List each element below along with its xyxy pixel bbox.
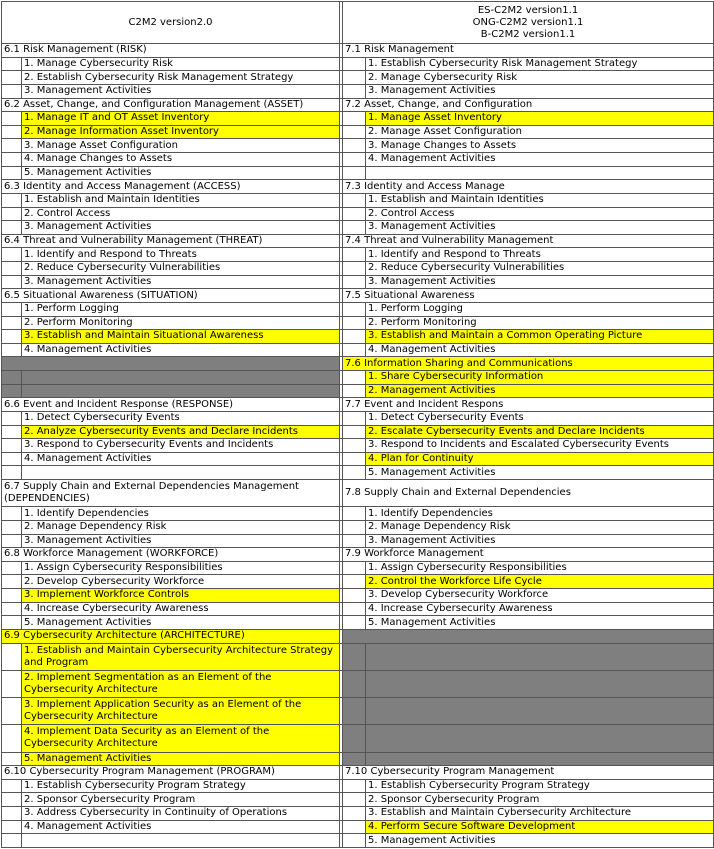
es-c2m2-v1-1-practice-cell: 2. Escalate Cybersecurity Events and Declare Incidents bbox=[366, 425, 714, 439]
es-c2m2-v1-1-domain-cell bbox=[343, 629, 714, 643]
c2m2-v2-indent-cell bbox=[2, 193, 22, 207]
c2m2-v2-domain-cell: 6.10 Cybersecurity Program Management (PROGRAM) bbox=[2, 766, 340, 780]
es-c2m2-v1-1-practice-cell: 4. Plan for Continuity bbox=[366, 452, 714, 466]
es-c2m2-v1-1-indent-cell bbox=[343, 248, 366, 262]
es-c2m2-v1-1-practice-cell: 2. Manage Dependency Risk bbox=[366, 520, 714, 534]
c2m2-v2-practice-cell: 1. Establish Cybersecurity Program Strategy bbox=[22, 779, 340, 793]
header-left-text: C2M2 version2.0 bbox=[128, 16, 213, 28]
table-row bbox=[2, 507, 714, 521]
es-c2m2-v1-1-practice-cell: 1. Perform Logging bbox=[366, 302, 714, 316]
c2m2-v2-practice-cell: 2. Perform Monitoring bbox=[22, 316, 340, 330]
table-row bbox=[2, 384, 714, 398]
header-right-line-1: ES-C2M2 version1.1 bbox=[477, 4, 579, 16]
c2m2-v2-indent-cell bbox=[2, 561, 22, 575]
es-c2m2-v1-1-indent-cell bbox=[343, 153, 366, 167]
c2m2-v2-indent-cell bbox=[2, 57, 22, 71]
es-c2m2-v1-1-indent-cell bbox=[343, 84, 366, 98]
c2m2-v2-practice-cell: 5. Management Activities bbox=[22, 752, 340, 766]
c2m2-v2-practice-cell: 5. Management Activities bbox=[22, 166, 340, 180]
es-c2m2-v1-1-indent-cell bbox=[343, 302, 366, 316]
c2m2-v2-practice-cell: 1. Establish and Maintain Identities bbox=[22, 193, 340, 207]
es-c2m2-v1-1-practice-cell bbox=[366, 166, 714, 180]
es-c2m2-v1-1-indent-cell bbox=[343, 330, 366, 344]
c2m2-v2-indent-cell bbox=[2, 520, 22, 534]
c2m2-v2-indent-cell bbox=[2, 616, 22, 630]
table-row bbox=[2, 84, 714, 98]
table-row bbox=[2, 452, 714, 466]
es-c2m2-v1-1-indent-cell bbox=[343, 725, 366, 752]
es-c2m2-v1-1-indent-cell bbox=[343, 57, 366, 71]
es-c2m2-v1-1-indent-cell bbox=[343, 575, 366, 589]
c2m2-v2-practice-cell: 3. Manage Asset Configuration bbox=[22, 139, 340, 153]
c2m2-v2-practice-cell: 1. Detect Cybersecurity Events bbox=[22, 411, 340, 425]
c2m2-v2-indent-cell bbox=[2, 166, 22, 180]
es-c2m2-v1-1-indent-cell bbox=[343, 452, 366, 466]
table-row bbox=[2, 302, 714, 316]
table-row bbox=[2, 629, 714, 643]
es-c2m2-v1-1-indent-cell bbox=[343, 643, 366, 670]
es-c2m2-v1-1-indent-cell bbox=[343, 207, 366, 221]
es-c2m2-v1-1-domain-cell: 7.2 Asset, Change, and Configuration bbox=[343, 98, 714, 112]
es-c2m2-v1-1-practice-cell: 1. Share Cybersecurity Information bbox=[366, 371, 714, 385]
c2m2-v2-practice-cell: 1. Identify Dependencies bbox=[22, 507, 340, 521]
c2m2-v2-indent-cell bbox=[2, 139, 22, 153]
es-c2m2-v1-1-indent-cell bbox=[343, 834, 366, 848]
es-c2m2-v1-1-practice-cell: 4. Management Activities bbox=[366, 153, 714, 167]
c2m2-v2-practice-cell bbox=[22, 384, 340, 398]
table-row bbox=[2, 480, 714, 507]
c2m2-v2-indent-cell bbox=[2, 384, 22, 398]
es-c2m2-v1-1-domain-cell: 7.1 Risk Management bbox=[343, 44, 714, 58]
c2m2-v2-indent-cell bbox=[2, 153, 22, 167]
c2m2-v2-indent-cell bbox=[2, 793, 22, 807]
es-c2m2-v1-1-practice-cell: 3. Management Activities bbox=[366, 275, 714, 289]
table-row bbox=[2, 834, 714, 848]
table-row bbox=[2, 125, 714, 139]
table-row bbox=[2, 248, 714, 262]
es-c2m2-v1-1-practice-cell bbox=[366, 670, 714, 697]
c2m2-v2-practice-cell: 3. Implement Workforce Controls bbox=[22, 589, 340, 603]
c2m2-v2-indent-cell bbox=[2, 698, 22, 725]
c2m2-v2-practice-cell: 4. Implement Data Security as an Element of the Cybersecurity Architecture bbox=[22, 725, 340, 752]
es-c2m2-v1-1-indent-cell bbox=[343, 112, 366, 126]
es-c2m2-v1-1-practice-cell: 4. Increase Cybersecurity Awareness bbox=[366, 602, 714, 616]
es-c2m2-v1-1-practice-cell: 2. Reduce Cybersecurity Vulnerabilities bbox=[366, 262, 714, 276]
table-row bbox=[2, 589, 714, 603]
es-c2m2-v1-1-indent-cell bbox=[343, 807, 366, 821]
es-c2m2-v1-1-practice-cell: 5. Management Activities bbox=[366, 616, 714, 630]
c2m2-v2-indent-cell bbox=[2, 643, 22, 670]
c2m2-v2-indent-cell bbox=[2, 84, 22, 98]
table-row bbox=[2, 44, 714, 58]
header-right-line-2: ONG-C2M2 version1.1 bbox=[472, 16, 584, 28]
table-row bbox=[2, 207, 714, 221]
c2m2-v2-indent-cell bbox=[2, 248, 22, 262]
es-c2m2-v1-1-indent-cell bbox=[343, 139, 366, 153]
c2m2-v2-practice-cell: 2. Control Access bbox=[22, 207, 340, 221]
c2m2-v2-practice-cell: 2. Develop Cybersecurity Workforce bbox=[22, 575, 340, 589]
c2m2-v2-practice-cell: 3. Respond to Cybersecurity Events and Incidents bbox=[22, 439, 340, 453]
c2m2-v2-practice-cell: 1. Perform Logging bbox=[22, 302, 340, 316]
c2m2-v2-practice-cell: 4. Manage Changes to Assets bbox=[22, 153, 340, 167]
es-c2m2-v1-1-practice-cell: 2. Manage Cybersecurity Risk bbox=[366, 71, 714, 85]
c2m2-v2-indent-cell bbox=[2, 534, 22, 548]
c2m2-v2-practice-cell bbox=[22, 834, 340, 848]
table-row bbox=[2, 779, 714, 793]
c2m2-v2-indent-cell bbox=[2, 262, 22, 276]
table-row bbox=[2, 534, 714, 548]
es-c2m2-v1-1-indent-cell bbox=[343, 384, 366, 398]
table-row bbox=[2, 670, 714, 697]
es-c2m2-v1-1-practice-cell: 1. Manage Asset Inventory bbox=[366, 112, 714, 126]
es-c2m2-v1-1-indent-cell bbox=[343, 439, 366, 453]
c2m2-v2-practice-cell: 4. Increase Cybersecurity Awareness bbox=[22, 602, 340, 616]
c2m2-v2-indent-cell bbox=[2, 207, 22, 221]
es-c2m2-v1-1-practice-cell: 2. Control the Workforce Life Cycle bbox=[366, 575, 714, 589]
es-c2m2-v1-1-indent-cell bbox=[343, 193, 366, 207]
table-row bbox=[2, 520, 714, 534]
c2m2-v2-practice-cell: 4. Management Activities bbox=[22, 452, 340, 466]
table-row bbox=[2, 616, 714, 630]
table-row bbox=[2, 725, 714, 752]
c2m2-v2-indent-cell bbox=[2, 670, 22, 697]
es-c2m2-v1-1-indent-cell bbox=[343, 275, 366, 289]
es-c2m2-v1-1-practice-cell: 3. Establish and Maintain Cybersecurity Architecture bbox=[366, 807, 714, 821]
table-row bbox=[2, 262, 714, 276]
es-c2m2-v1-1-indent-cell bbox=[343, 316, 366, 330]
table-row bbox=[2, 807, 714, 821]
table-row bbox=[2, 793, 714, 807]
c2m2-v2-practice-cell: 3. Address Cybersecurity in Continuity of Operations bbox=[22, 807, 340, 821]
es-c2m2-v1-1-indent-cell bbox=[343, 371, 366, 385]
header-es-ong-b-c2m2 bbox=[343, 2, 714, 44]
es-c2m2-v1-1-practice-cell: 1. Detect Cybersecurity Events bbox=[366, 411, 714, 425]
es-c2m2-v1-1-practice-cell bbox=[366, 698, 714, 725]
c2m2-v2-practice-cell: 5. Management Activities bbox=[22, 616, 340, 630]
c2m2-v2-domain-cell: 6.5 Situational Awareness (SITUATION) bbox=[2, 289, 340, 303]
c2m2-v2-practice-cell: 3. Management Activities bbox=[22, 221, 340, 235]
es-c2m2-v1-1-indent-cell bbox=[343, 507, 366, 521]
es-c2m2-v1-1-indent-cell bbox=[343, 71, 366, 85]
c2m2-v2-practice-cell: 3. Implement Application Security as an Element of the Cybersecurity Architecture bbox=[22, 698, 340, 725]
comparison-table bbox=[1, 1, 714, 848]
c2m2-v2-practice-cell: 4. Management Activities bbox=[22, 820, 340, 834]
es-c2m2-v1-1-indent-cell bbox=[343, 602, 366, 616]
header-right-line-3: B-C2M2 version1.1 bbox=[480, 28, 576, 40]
c2m2-v2-indent-cell bbox=[2, 752, 22, 766]
es-c2m2-v1-1-practice-cell bbox=[366, 643, 714, 670]
table-row bbox=[2, 289, 714, 303]
table-row bbox=[2, 71, 714, 85]
es-c2m2-v1-1-practice-cell: 2. Control Access bbox=[366, 207, 714, 221]
table-row bbox=[2, 766, 714, 780]
c2m2-v2-practice-cell: 1. Manage Cybersecurity Risk bbox=[22, 57, 340, 71]
es-c2m2-v1-1-practice-cell: 5. Management Activities bbox=[366, 466, 714, 480]
es-c2m2-v1-1-indent-cell bbox=[343, 616, 366, 630]
c2m2-v2-domain-cell: 6.9 Cybersecurity Architecture (ARCHITECTURE) bbox=[2, 629, 340, 643]
es-c2m2-v1-1-indent-cell bbox=[343, 698, 366, 725]
es-c2m2-v1-1-domain-cell: 7.7 Event and Incident Respons bbox=[343, 398, 714, 412]
c2m2-v2-practice-cell: 1. Manage IT and OT Asset Inventory bbox=[22, 112, 340, 126]
c2m2-v2-indent-cell bbox=[2, 343, 22, 357]
es-c2m2-v1-1-indent-cell bbox=[343, 589, 366, 603]
es-c2m2-v1-1-domain-cell: 7.5 Situational Awareness bbox=[343, 289, 714, 303]
c2m2-v2-practice-cell: 2. Sponsor Cybersecurity Program bbox=[22, 793, 340, 807]
c2m2-v2-indent-cell bbox=[2, 71, 22, 85]
es-c2m2-v1-1-practice-cell: 2. Sponsor Cybersecurity Program bbox=[366, 793, 714, 807]
table-row bbox=[2, 180, 714, 194]
c2m2-v2-domain-cell: 6.6 Event and Incident Response (RESPONSE) bbox=[2, 398, 340, 412]
es-c2m2-v1-1-domain-cell: 7.4 Threat and Vulnerability Management bbox=[343, 234, 714, 248]
table-row bbox=[2, 98, 714, 112]
table-row bbox=[2, 193, 714, 207]
table-row bbox=[2, 411, 714, 425]
es-c2m2-v1-1-indent-cell bbox=[343, 125, 366, 139]
es-c2m2-v1-1-practice-cell: 3. Respond to Incidents and Escalated Cybersecurity Events bbox=[366, 439, 714, 453]
table-row bbox=[2, 234, 714, 248]
c2m2-v2-indent-cell bbox=[2, 316, 22, 330]
c2m2-v2-practice-cell: 2. Implement Segmentation as an Element of the Cybersecurity Architecture bbox=[22, 670, 340, 697]
table-row bbox=[2, 221, 714, 235]
header-row bbox=[2, 2, 714, 44]
es-c2m2-v1-1-practice-cell: 1. Identify and Respond to Threats bbox=[366, 248, 714, 262]
table-row bbox=[2, 643, 714, 670]
c2m2-v2-indent-cell bbox=[2, 575, 22, 589]
table-row bbox=[2, 343, 714, 357]
table-row bbox=[2, 316, 714, 330]
c2m2-v2-indent-cell bbox=[2, 330, 22, 344]
c2m2-v2-indent-cell bbox=[2, 834, 22, 848]
c2m2-v2-practice-cell: 3. Management Activities bbox=[22, 534, 340, 548]
c2m2-v2-domain-cell: 6.8 Workforce Management (WORKFORCE) bbox=[2, 548, 340, 562]
comparison-table-body bbox=[2, 2, 714, 848]
es-c2m2-v1-1-practice-cell bbox=[366, 725, 714, 752]
es-c2m2-v1-1-indent-cell bbox=[343, 411, 366, 425]
c2m2-v2-practice-cell: 2. Reduce Cybersecurity Vulnerabilities bbox=[22, 262, 340, 276]
table-row bbox=[2, 371, 714, 385]
c2m2-v2-indent-cell bbox=[2, 725, 22, 752]
es-c2m2-v1-1-domain-cell: 7.10 Cybersecurity Program Management bbox=[343, 766, 714, 780]
c2m2-v2-indent-cell bbox=[2, 452, 22, 466]
table-row bbox=[2, 698, 714, 725]
es-c2m2-v1-1-indent-cell bbox=[343, 262, 366, 276]
table-row bbox=[2, 57, 714, 71]
c2m2-v2-indent-cell bbox=[2, 466, 22, 480]
table-row bbox=[2, 398, 714, 412]
c2m2-v2-practice-cell: 2. Analyze Cybersecurity Events and Declare Incidents bbox=[22, 425, 340, 439]
c2m2-v2-domain-cell bbox=[2, 357, 340, 371]
es-c2m2-v1-1-practice-cell: 3. Management Activities bbox=[366, 534, 714, 548]
c2m2-v2-practice-cell: 2. Manage Dependency Risk bbox=[22, 520, 340, 534]
c2m2-v2-practice-cell: 2. Establish Cybersecurity Risk Management Strategy bbox=[22, 71, 340, 85]
c2m2-v2-practice-cell: 3. Establish and Maintain Situational Awareness bbox=[22, 330, 340, 344]
c2m2-v2-practice-cell: 4. Management Activities bbox=[22, 343, 340, 357]
c2m2-v2-practice-cell: 2. Manage Information Asset Inventory bbox=[22, 125, 340, 139]
c2m2-v2-practice-cell: 3. Management Activities bbox=[22, 275, 340, 289]
c2m2-v2-indent-cell bbox=[2, 112, 22, 126]
es-c2m2-v1-1-indent-cell bbox=[343, 343, 366, 357]
c2m2-v2-indent-cell bbox=[2, 589, 22, 603]
es-c2m2-v1-1-indent-cell bbox=[343, 670, 366, 697]
c2m2-v2-indent-cell bbox=[2, 779, 22, 793]
es-c2m2-v1-1-practice-cell: 3. Management Activities bbox=[366, 221, 714, 235]
table-row bbox=[2, 166, 714, 180]
es-c2m2-v1-1-practice-cell: 1. Identify Dependencies bbox=[366, 507, 714, 521]
es-c2m2-v1-1-practice-cell: 3. Management Activities bbox=[366, 84, 714, 98]
c2m2-v2-domain-cell: 6.2 Asset, Change, and Configuration Management (ASSET) bbox=[2, 98, 340, 112]
es-c2m2-v1-1-indent-cell bbox=[343, 752, 366, 766]
es-c2m2-v1-1-practice-cell: 2. Perform Monitoring bbox=[366, 316, 714, 330]
es-c2m2-v1-1-indent-cell bbox=[343, 166, 366, 180]
c2m2-v2-indent-cell bbox=[2, 302, 22, 316]
table-row bbox=[2, 820, 714, 834]
c2m2-v2-indent-cell bbox=[2, 439, 22, 453]
es-c2m2-v1-1-practice-cell: 2. Manage Asset Configuration bbox=[366, 125, 714, 139]
c2m2-v2-indent-cell bbox=[2, 425, 22, 439]
c2m2-v2-indent-cell bbox=[2, 820, 22, 834]
es-c2m2-v1-1-practice-cell: 3. Manage Changes to Assets bbox=[366, 139, 714, 153]
es-c2m2-v1-1-indent-cell bbox=[343, 820, 366, 834]
c2m2-v2-practice-cell: 1. Assign Cybersecurity Responsibilities bbox=[22, 561, 340, 575]
c2m2-v2-practice-cell: 1. Establish and Maintain Cybersecurity Architecture Strategy and Program bbox=[22, 643, 340, 670]
c2m2-v2-practice-cell bbox=[22, 466, 340, 480]
table-row bbox=[2, 561, 714, 575]
header-c2m2-v2 bbox=[2, 2, 340, 44]
es-c2m2-v1-1-indent-cell bbox=[343, 534, 366, 548]
table-row bbox=[2, 139, 714, 153]
c2m2-v2-indent-cell bbox=[2, 275, 22, 289]
es-c2m2-v1-1-indent-cell bbox=[343, 425, 366, 439]
c2m2-v2-indent-cell bbox=[2, 507, 22, 521]
table-row bbox=[2, 330, 714, 344]
c2m2-v2-indent-cell bbox=[2, 125, 22, 139]
es-c2m2-v1-1-practice-cell: 1. Establish Cybersecurity Program Strategy bbox=[366, 779, 714, 793]
c2m2-v2-domain-cell: 6.1 Risk Management (RISK) bbox=[2, 44, 340, 58]
es-c2m2-v1-1-domain-cell: 7.3 Identity and Access Manage bbox=[343, 180, 714, 194]
table-row bbox=[2, 752, 714, 766]
c2m2-v2-indent-cell bbox=[2, 807, 22, 821]
c2m2-v2-practice-cell: 1. Identify and Respond to Threats bbox=[22, 248, 340, 262]
es-c2m2-v1-1-practice-cell: 3. Develop Cybersecurity Workforce bbox=[366, 589, 714, 603]
table-row bbox=[2, 275, 714, 289]
es-c2m2-v1-1-domain-cell: 7.8 Supply Chain and External Dependencies bbox=[343, 480, 714, 507]
table-row bbox=[2, 357, 714, 371]
es-c2m2-v1-1-indent-cell bbox=[343, 466, 366, 480]
table-row bbox=[2, 425, 714, 439]
table-row bbox=[2, 153, 714, 167]
c2m2-v2-practice-cell bbox=[22, 371, 340, 385]
c2m2-v2-indent-cell bbox=[2, 221, 22, 235]
es-c2m2-v1-1-practice-cell: 4. Management Activities bbox=[366, 343, 714, 357]
es-c2m2-v1-1-practice-cell: 1. Assign Cybersecurity Responsibilities bbox=[366, 561, 714, 575]
table-row bbox=[2, 439, 714, 453]
es-c2m2-v1-1-indent-cell bbox=[343, 561, 366, 575]
table-row bbox=[2, 575, 714, 589]
es-c2m2-v1-1-practice-cell: 3. Establish and Maintain a Common Operating Picture bbox=[366, 330, 714, 344]
es-c2m2-v1-1-indent-cell bbox=[343, 520, 366, 534]
es-c2m2-v1-1-practice-cell: 4. Perform Secure Software Development bbox=[366, 820, 714, 834]
table-row bbox=[2, 112, 714, 126]
es-c2m2-v1-1-practice-cell bbox=[366, 752, 714, 766]
es-c2m2-v1-1-practice-cell: 5. Management Activities bbox=[366, 834, 714, 848]
c2m2-v2-indent-cell bbox=[2, 411, 22, 425]
es-c2m2-v1-1-practice-cell: 1. Establish and Maintain Identities bbox=[366, 193, 714, 207]
c2m2-v2-indent-cell bbox=[2, 371, 22, 385]
table-row bbox=[2, 548, 714, 562]
c2m2-v2-domain-cell: 6.7 Supply Chain and External Dependencies Management (DEPENDENCIES) bbox=[2, 480, 340, 507]
es-c2m2-v1-1-indent-cell bbox=[343, 793, 366, 807]
table-row bbox=[2, 602, 714, 616]
c2m2-v2-domain-cell: 6.4 Threat and Vulnerability Management (THREAT) bbox=[2, 234, 340, 248]
es-c2m2-v1-1-practice-cell: 2. Management Activities bbox=[366, 384, 714, 398]
c2m2-v2-practice-cell: 3. Management Activities bbox=[22, 84, 340, 98]
es-c2m2-v1-1-domain-cell: 7.6 Information Sharing and Communications bbox=[343, 357, 714, 371]
c2m2-v2-indent-cell bbox=[2, 602, 22, 616]
es-c2m2-v1-1-indent-cell bbox=[343, 779, 366, 793]
c2m2-v2-domain-cell: 6.3 Identity and Access Management (ACCESS) bbox=[2, 180, 340, 194]
table-row bbox=[2, 466, 714, 480]
es-c2m2-v1-1-indent-cell bbox=[343, 221, 366, 235]
es-c2m2-v1-1-domain-cell: 7.9 Workforce Management bbox=[343, 548, 714, 562]
es-c2m2-v1-1-practice-cell: 1. Establish Cybersecurity Risk Management Strategy bbox=[366, 57, 714, 71]
